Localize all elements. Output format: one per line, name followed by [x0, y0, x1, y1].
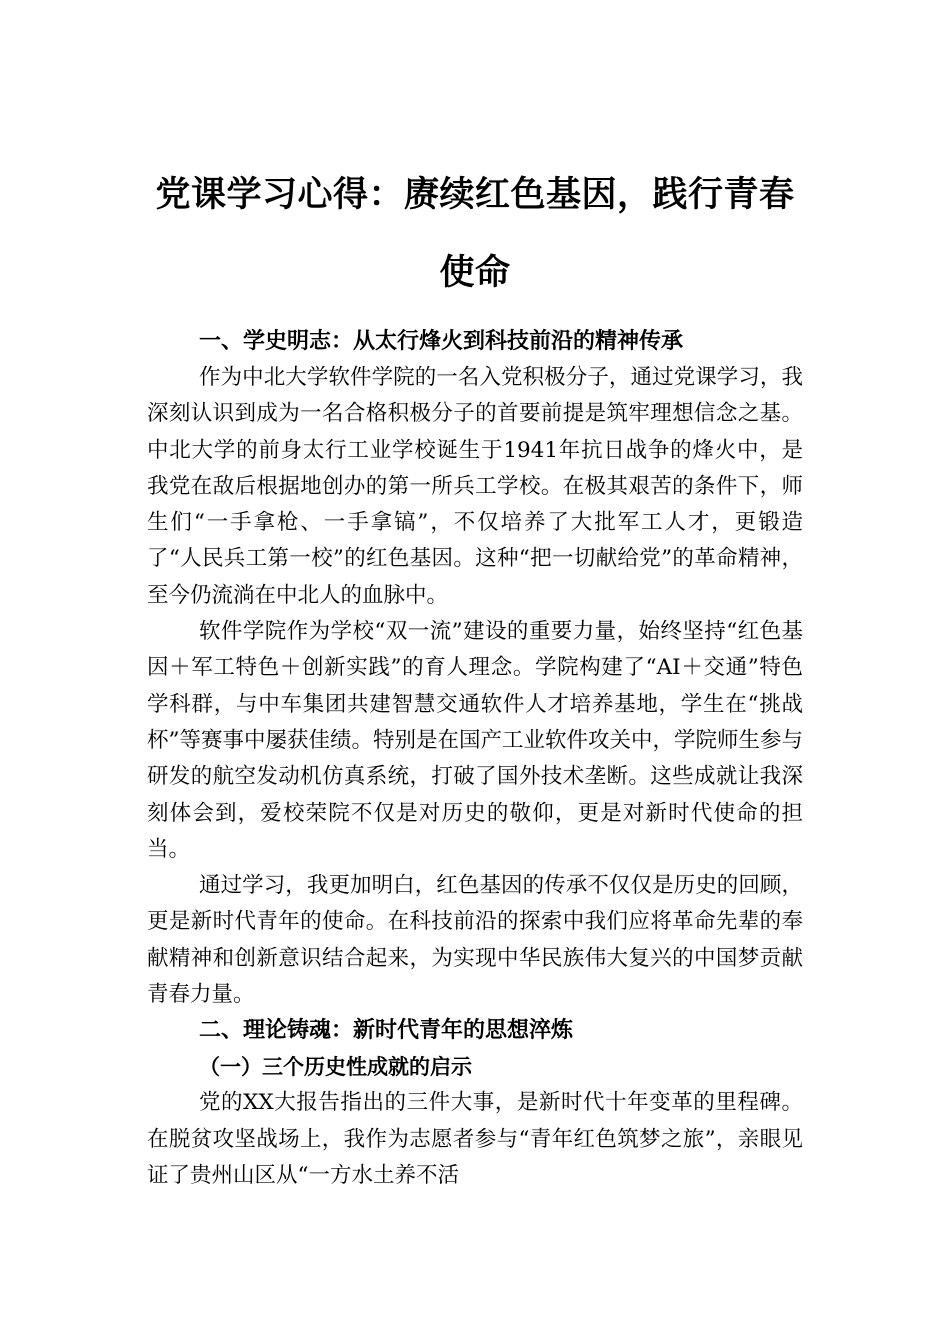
paragraph: 软件学院作为学校“双一流”建设的重要力量，始终坚持“红色基因＋军工特色＋创新实践”的育人理念。学院构建了“AI＋交通”特色学科群，与中车集团共建智慧交通软件人才培养基地，学生在“挑战杯”等赛事中屡获佳绩。特别是在国产工业软件攻关中，学院师生参与研发的航空发动机仿真系统，打破了国外技术垄断。这些成就让我深刻体会到，爱校荣院不仅是对历史的敬仰，更是对新时代使命的担当。 — [147, 619, 803, 862]
subsection-heading: （一）三个历史性成就的启示 — [199, 1054, 472, 1080]
document-body — [147, 324, 803, 1194]
paragraph: 党的XX大报告指出的三件大事，是新时代十年变革的里程碑。在脱贫攻坚战场上，我作为志愿者参与“青年红色筑梦之旅”，亲眼见证了贵州山区从“一方水土养不活 — [147, 1090, 803, 1188]
section-heading-2: 二、理论铸魂：新时代青年的思想淬炼 — [199, 1018, 574, 1044]
paragraph: 通过学习，我更加明白，红色基因的传承不仅仅是历史的回顾，更是新时代青年的使命。在科技前沿的探索中我们应将革命先辈的奉献精神和创新意识结合起来，为实现中华民族伟大复兴的中国梦贡献青春力量。 — [147, 873, 803, 1008]
document-title: 党课学习心得：赓续红色基因，践行青春使命 — [155, 174, 795, 293]
paragraph: 作为中北大学软件学院的一名入党积极分子，通过党课学习，我深刻认识到成为一名合格积极分子的首要前提是筑牢理想信念之基。中北大学的前身太行工业学校诞生于1941年抗日战争的烽火中，是我党在敌后根据地创办的第一所兵工学校。在极其艰苦的条件下，师生们“一手拿枪、一手拿镐”，不仅培养了大批军工人才，更锻造了“人民兵工第一校”的红色基因。这种“把一切献给党”的革命精神，至今仍流淌在中北人的血脉中。 — [147, 365, 804, 608]
section-heading-1: 一、学史明志：从太行烽火到科技前沿的精神传承 — [199, 329, 684, 354]
document-page — [147, 0, 803, 1344]
